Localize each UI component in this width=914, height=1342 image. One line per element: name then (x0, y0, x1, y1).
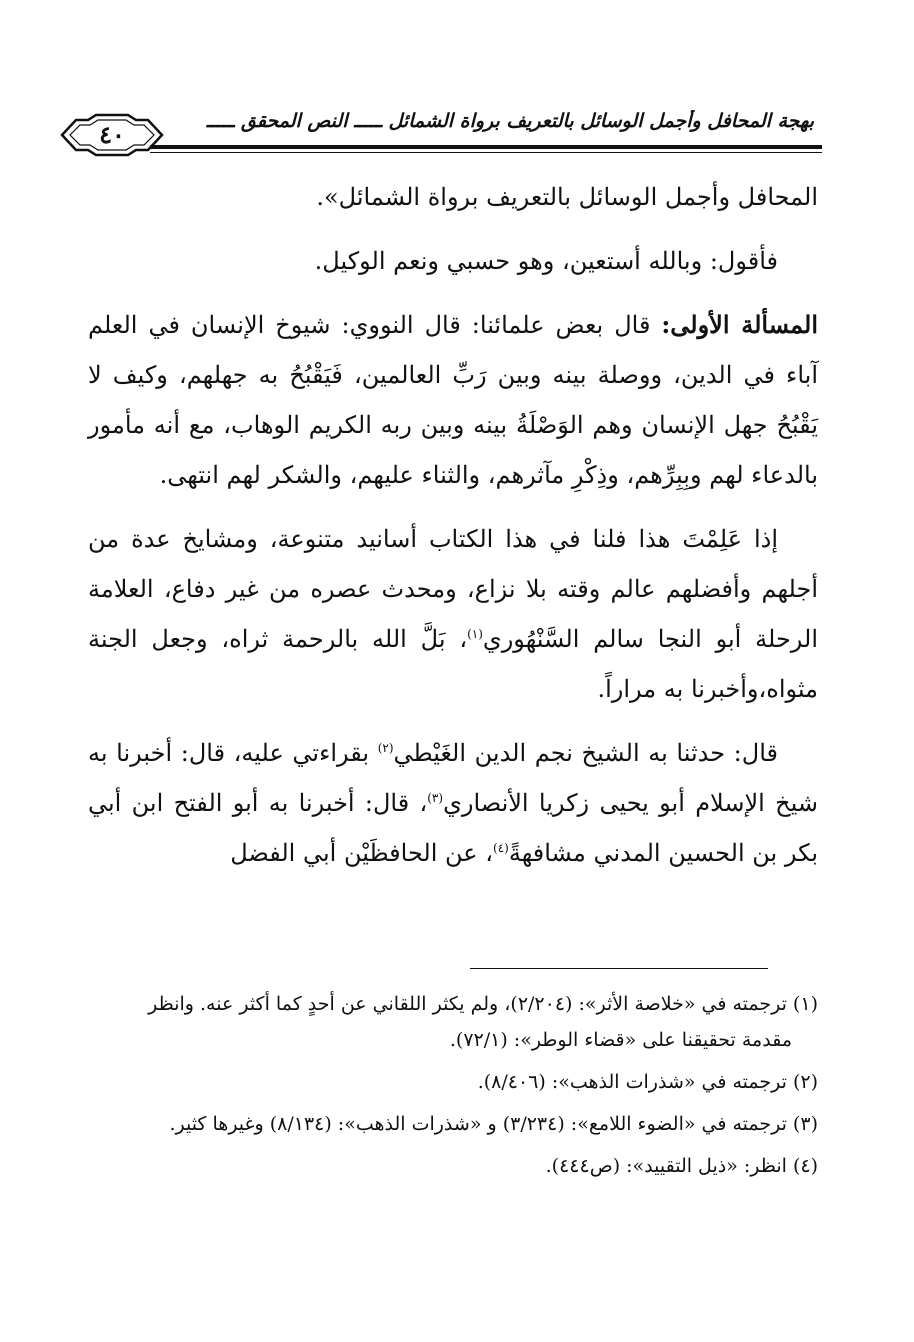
paragraph-2: فأقول: وبالله أستعين، وهو حسبي ونعم الوكيل. (314, 247, 778, 275)
paragraph-5-text-b: بقراءتي عليه، قال: أخبرنا به شيخ الإسلام أبو يحيى زكريا الأنصاري (88, 739, 818, 817)
footnote-1-line-a: (١) ترجمته في «خلاصة الأثر»: (٢/٢٠٤)، ولم يكثر اللقاني عن أحدٍ كما أكثر عنه. وانظر (148, 993, 818, 1015)
footnote-ref-4[interactable]: (٤) (493, 841, 509, 855)
paragraph-5 (88, 728, 818, 878)
footnote-4: (٤) انظر: «ذيل التقييد»: (ص٤٤٤). (545, 1155, 818, 1177)
footnotes (80, 986, 818, 1190)
paragraph-5-text-c: ، قال: أخبرنا به أبو الفتح ابن أبي بكر بن الحسين المدني مشافهةً (88, 789, 818, 867)
footnote-2: (٢) ترجمته في «شذرات الذهب»: (٨/٤٠٦). (477, 1071, 818, 1093)
paragraph-3 (88, 300, 818, 500)
paragraph-4-text-b: ، بَلَّ الله بالرحمة ثراه، وجعل الجنة مثواه،وأخبرنا به مراراً. (88, 625, 818, 703)
header-rule (150, 145, 822, 149)
footnote-ref-2[interactable]: (٢) (377, 741, 394, 755)
footnote-ref-3[interactable]: (٣) (427, 791, 444, 805)
footnote-1-line-b: مقدمة تحقيقنا على «قضاء الوطر»: (٧٢/١). (449, 1029, 792, 1051)
paragraph-4-text-a: إذا عَلِمْتَ هذا فلنا في هذا الكتاب أسانيد متنوعة، ومشايخ عدة من أجلهم وأفضلهم عالم وقته بلا نزاع، ومحدث عصره من غير دفاع، العلامة الرحلة أبو النجا سالم السَّنْهُوري (88, 525, 819, 653)
paragraph-4 (88, 514, 818, 714)
footnote-1 (80, 986, 818, 1058)
footnote-separator (470, 968, 768, 969)
paragraph-5-text-a: قال: حدثنا به الشيخ نجم الدين الغَيْطي (393, 739, 778, 767)
paragraph-5-text-d: ، عن الحافظَيْن أبي الفضل (230, 839, 494, 867)
running-header-title: بهجة المحافل وأجمل الوسائل بالتعريف برواة الشمائل ـــــ النص المحقق ـــــ (206, 110, 814, 132)
paragraph-1: المحافل وأجمل الوسائل بالتعريف برواة الشمائل». (316, 183, 818, 211)
section-heading: المسألة الأولى: (661, 310, 818, 339)
footnote-3: (٣) ترجمته في «الضوء اللامع»: (٣/٢٣٤) و «شذرات الذهب»: (٨/١٣٤) وغيرها كثير. (169, 1113, 818, 1135)
footnote-ref-1[interactable]: (١) (467, 627, 483, 641)
page-number-badge (58, 112, 166, 158)
header-rule-thin (150, 152, 822, 153)
paragraph-3-text: قال بعض علمائنا: قال النووي: شيوخ الإنسان في العلم آباء في الدين، ووصلة بينه وبين رَبِّ العالمين، فَيَقْبُحُ به جهلهم، وكيف لا يَقْبُحُ جهل الإنسان وهم الوَصْلَةُ بينه وبين ربه الكريم الوهاب، مع أنه مأمور بالدعاء لهم وبِبِرِّهم، وذِكْرِ مآثرهم، والثناء عليهم، والشكر لهم انتهى. (88, 311, 818, 489)
main-text (88, 172, 818, 892)
page-number: ٤٠ (99, 120, 125, 149)
